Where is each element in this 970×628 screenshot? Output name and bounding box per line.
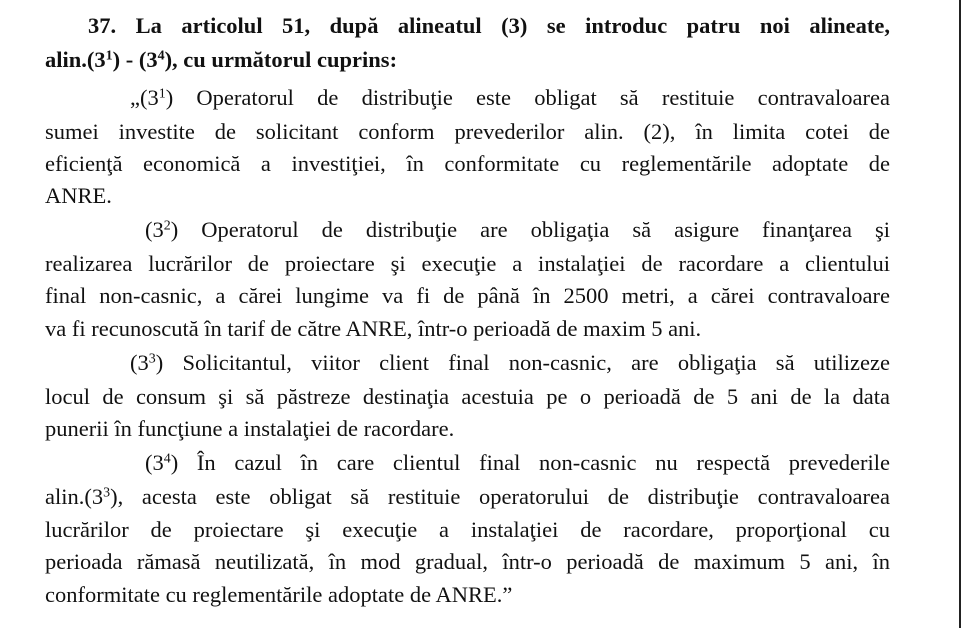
paragraph-3-1-line3: eficienţă economică a investiţiei, în conformitate cu reglementările adoptate de	[45, 151, 890, 176]
paragraph-3-3-line3: punerii în funcţiune a instalaţiei de racordare.	[45, 416, 455, 441]
paragraph-3-3-line1: $(3^3)$ Solicitantul, viitor client final non-casnic, are obligaţia să utilizeze	[130, 350, 890, 375]
page-border-line	[959, 0, 961, 628]
paragraph-3-3-line2: locul de consum şi să păstreze destinaţia acestuia pe o perioadă de 5 ani de la data	[45, 384, 890, 409]
paragraph-3-2-line3: final non-casnic, a cărei lungime va fi de până în 2500 metri, a cărei contravaloare	[45, 283, 890, 308]
paragraph-3-2-line2: realizarea lucrărilor de proiectare şi execuţie a instalaţiei de racordare a clientului	[45, 251, 890, 276]
paragraph-3-1-line1: $„(3^1)$ Operatorul de distribuţie este obligat să restituie contravaloarea	[130, 85, 890, 110]
paragraph-3-4-line2: $alin.(3^3)$, acesta este obligat să restituie operatorului de distribuţie contravaloarea	[45, 484, 890, 509]
paragraph-3-1-line2: sumei investite de solicitant conform prevederilor alin. (2), în limita cotei de	[45, 119, 890, 144]
paragraph-3-4-line1: $(3^4)$ În cazul în care clientul final non-casnic nu respectă prevederile	[145, 450, 890, 475]
paragraph-3-4-line3: lucrărilor de proiectare şi execuţie a instalaţiei de racordare, proporţional cu	[45, 517, 890, 542]
article-heading-line2: $alin.(3^1) - (3^4)$, cu următorul cuprins:	[45, 47, 398, 72]
paragraph-3-2-line1: $(3^2)$ Operatorul de distribuţie are obligaţia să asigure finanţarea şi	[145, 217, 890, 242]
paragraph-3-1-line4: ANRE.	[45, 183, 112, 208]
paragraph-3-2-line4: va fi recunoscută în tarif de către ANRE, într-o perioadă de maxim 5 ani.	[45, 316, 702, 341]
paragraph-3-4-line5: conformitate cu reglementările adoptate de ANRE.”	[45, 582, 513, 607]
paragraph-3-4-line4: perioada rămasă neutilizată, în mod gradual, într-o perioadă de maximum 5 ani, în	[45, 549, 890, 574]
article-heading-line1: 37. La articolul 51, după alineatul (3) se introduc patru noi alineate,	[88, 13, 890, 38]
